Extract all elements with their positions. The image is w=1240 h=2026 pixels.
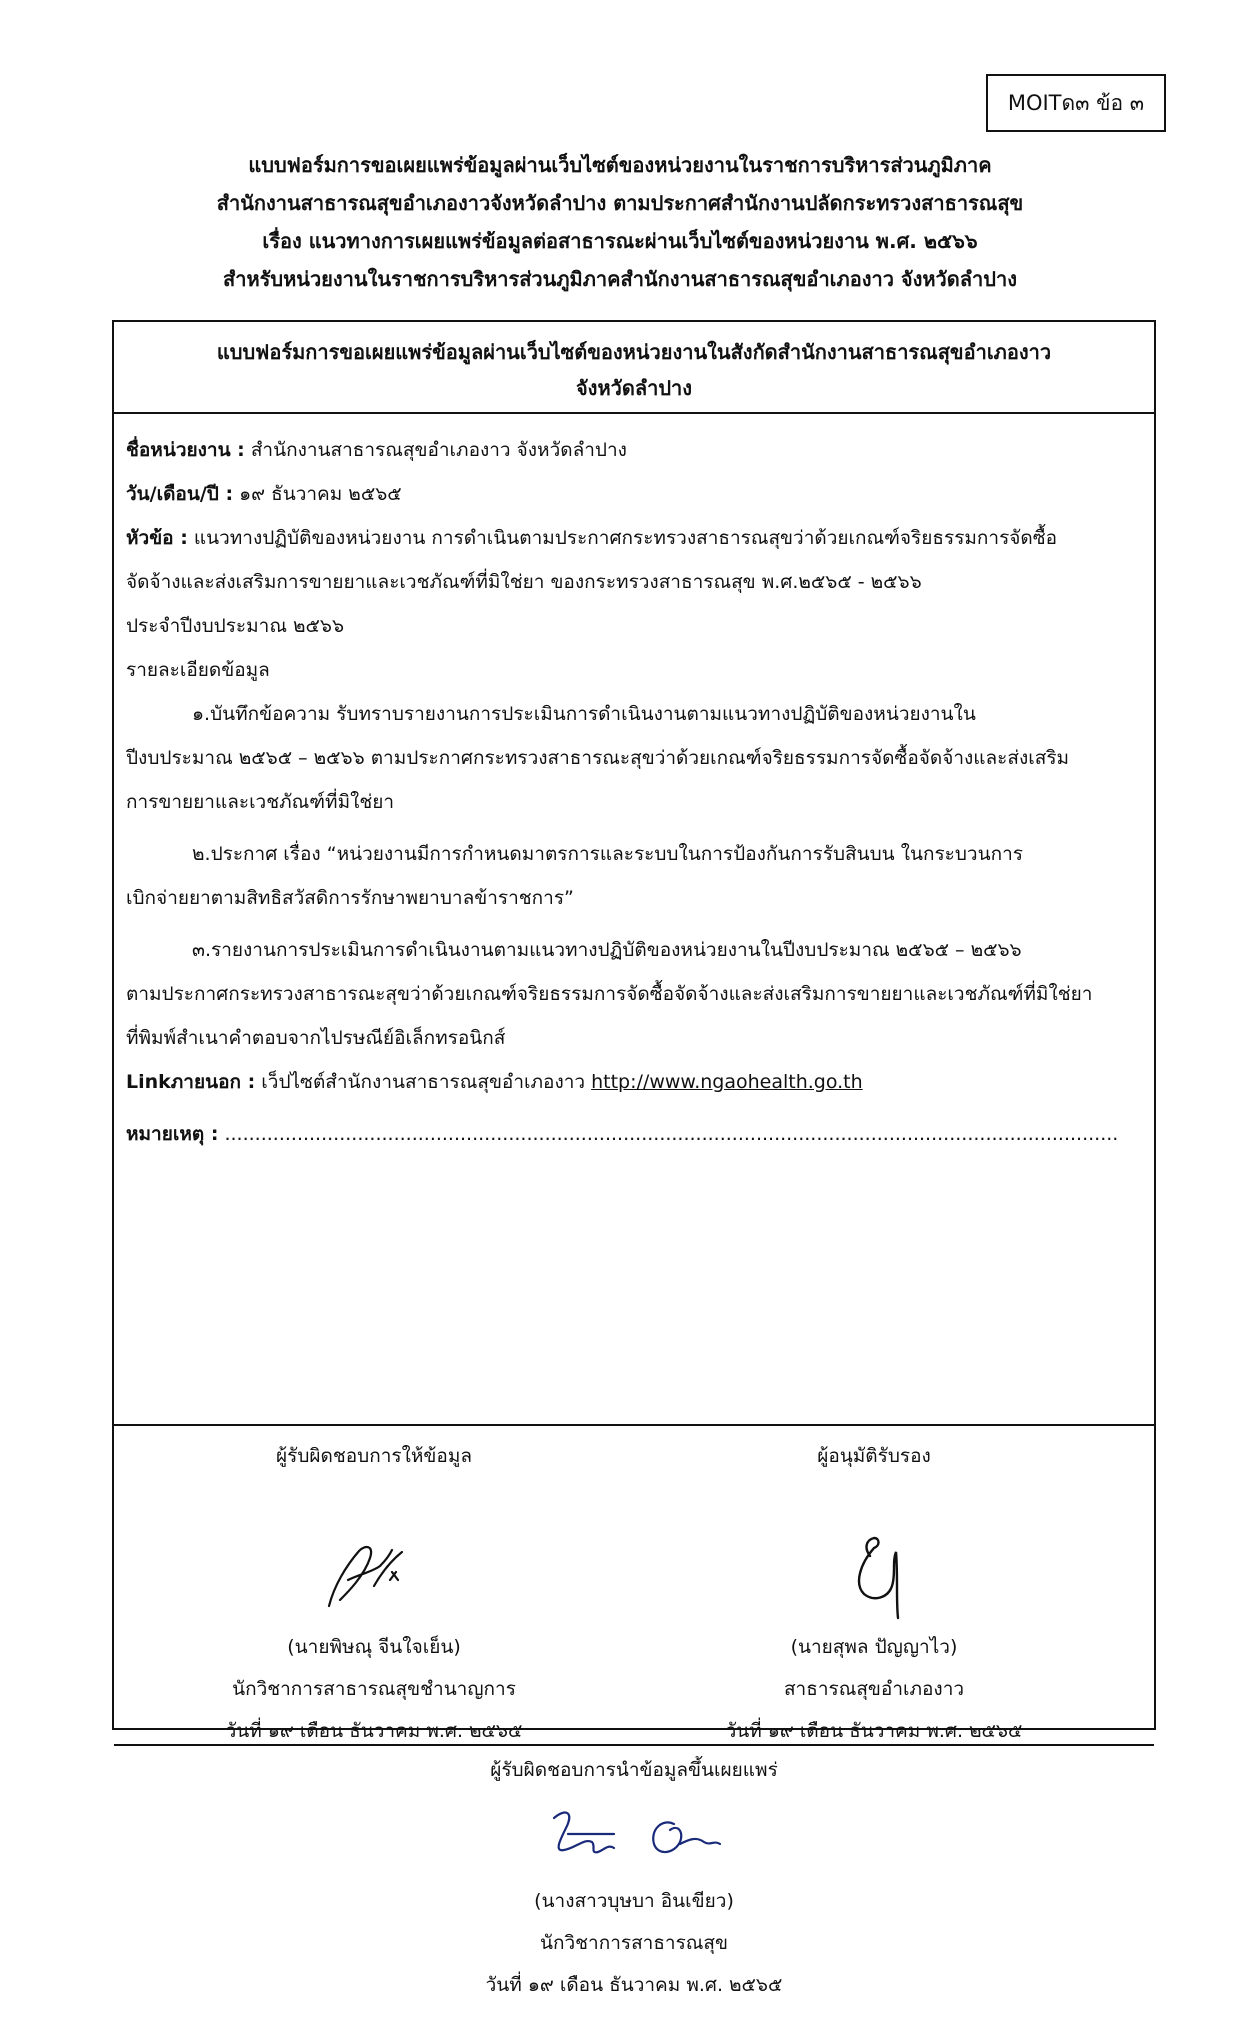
provider-position: นักวิชาการสาธารณสุขชำนาญการ <box>232 1678 516 1700</box>
header-line-4: สำหรับหน่วยงานในราชการบริหารส่วนภูมิภาคสำนักงานสาธารณสุขอำเภองาว จังหวัดลำปาง <box>223 267 1017 291</box>
publisher-signature <box>114 1790 1154 1880</box>
external-link-description: เว็ปไซต์สำนักงานสาธารณสุขอำเภองาว <box>261 1071 586 1093</box>
form-body-section <box>114 414 1154 1426</box>
external-link-row <box>126 1060 1142 1104</box>
item-3-line-3: ที่พิมพ์สำเนาคำตอบจากไปรษณีย์อิเล็กทรอนิกส์ <box>126 1027 506 1049</box>
topic-line-1: แนวทางปฏิบัติของหน่วยงาน การดำเนินตามประกาศกระทรวงสาธารณสุขว่าด้วยเกณฑ์จริยธรรมการจัดซื้อ <box>193 527 1058 549</box>
header-line-3: เรื่อง แนวทางการเผยแพร่ข้อมูลต่อสาธารณะผ่านเว็บไซต์ของหน่วยงาน พ.ศ. ๒๕๖๖ <box>262 229 978 253</box>
date-row <box>126 472 1142 516</box>
form-title-line-1: แบบฟอร์มการขอเผยแพร่ข้อมูลผ่านเว็บไซต์ของหน่วยงานในสังกัดสำนักงานสาธารณสุขอำเภองาว <box>216 340 1052 364</box>
item-1-line-1: ๑.บันทึกข้อความ รับทราบรายงานการประเมินการดำเนินงานตามแนวทางปฏิบัติของหน่วยงานใน <box>192 703 976 725</box>
provider-date: วันที่ ๑๙ เดือน ธันวาคม พ.ศ. ๒๕๖๕ <box>225 1720 523 1742</box>
approver-position: สาธารณสุขอำเภองาว <box>783 1678 965 1700</box>
unit-value: สำนักงานสาธารณสุขอำเภองาว จังหวัดลำปาง <box>250 439 627 461</box>
item-1-line-3: การขายยาและเวชภัณฑ์ที่มิใช่ยา <box>126 791 395 813</box>
approver-signature-block <box>634 1426 1114 1752</box>
date-value: ๑๙ ธันวาคม ๒๕๖๕ <box>239 483 402 505</box>
approver-date: วันที่ ๑๙ เดือน ธันวาคม พ.ศ. ๒๕๖๕ <box>725 1720 1023 1742</box>
topic-line-2: จัดจ้างและส่งเสริมการขายยาและเวชภัณฑ์ที่มิใช่ยา ของกระทรวงสาธารณสุข พ.ศ.๒๕๖๕ - ๒๕๖๖ <box>126 571 922 593</box>
signature-section <box>114 1426 1154 1746</box>
note-value: .................................................................................................................................................... <box>224 1123 1119 1145</box>
provider-role: ผู้รับผิดชอบการให้ข้อมูล <box>276 1445 472 1467</box>
provider-signature <box>134 1476 614 1626</box>
form-title-section <box>114 322 1154 414</box>
details-label: รายละเอียดข้อมูล <box>126 659 270 681</box>
header-line-1: แบบฟอร์มการขอเผยแพร่ข้อมูลผ่านเว็บไซต์ของหน่วยงานในราชการบริหารส่วนภูมิภาค <box>248 153 992 177</box>
unit-row <box>126 428 1142 472</box>
note-row <box>126 1112 1142 1156</box>
publication-form-table <box>112 320 1156 1996</box>
publisher-role: ผู้รับผิดชอบการนำข้อมูลขึ้นเผยแพร่ <box>490 1759 778 1781</box>
document-header <box>100 146 1140 298</box>
publisher-name: (นางสาวบุษบา อินเขียว) <box>534 1890 734 1912</box>
publisher-signature-section <box>114 1746 1154 2026</box>
approver-signature <box>634 1476 1114 1626</box>
item-1-line-2: ปีงบประมาณ ๒๕๖๕ – ๒๕๖๖ ตามประกาศกระทรวงสาธารณะสุขว่าด้วยเกณฑ์จริยธรรมการจัดซื้อจัดจ้างและส่งเสริม <box>126 747 1070 769</box>
form-title-line-2: จังหวัดลำปาง <box>575 376 693 400</box>
approver-role: ผู้อนุมัติรับรอง <box>817 1445 931 1467</box>
document-code: MOITด๓ ข้อ ๓ <box>1007 90 1145 115</box>
note-label: หมายเหตุ : <box>126 1123 219 1145</box>
approver-name: (นายสุพล ปัญญาไว) <box>790 1636 958 1658</box>
topic-row <box>126 516 1142 560</box>
date-label: วัน/เดือน/ปี : <box>126 483 234 505</box>
provider-signature-block <box>134 1426 614 1752</box>
topic-label: หัวข้อ : <box>126 527 188 549</box>
document-code-box <box>986 74 1166 132</box>
external-link-url[interactable]: http://www.ngaohealth.go.th <box>591 1071 863 1093</box>
publisher-date: วันที่ ๑๙ เดือน ธันวาคม พ.ศ. ๒๕๖๕ <box>485 1974 783 1996</box>
external-link-label: Linkภายนอก : <box>126 1071 256 1093</box>
topic-line-3: ประจำปีงบประมาณ ๒๕๖๖ <box>126 615 345 637</box>
header-line-2: สำนักงานสาธารณสุขอำเภองาวจังหวัดลำปาง ตามประกาศสำนักงานปลัดกระทรวงสาธารณสุข <box>216 191 1024 215</box>
unit-label: ชื่อหน่วยงาน : <box>126 439 245 461</box>
publisher-position: นักวิชาการสาธารณสุข <box>539 1932 729 1954</box>
item-3-line-2: ตามประกาศกระทรวงสาธารณะสุขว่าด้วยเกณฑ์จริยธรรมการจัดซื้อจัดจ้างและส่งเสริมการขายยาและเวชภัณฑ์ที่มิใช่ยา <box>126 983 1093 1005</box>
item-2-line-2: เบิกจ่ายยาตามสิทธิสวัสดิการรักษาพยาบาลข้าราชการ” <box>126 887 574 909</box>
item-3-line-1: ๓.รายงานการประเมินการดำเนินงานตามแนวทางปฏิบัติของหน่วยงานในปีงบประมาณ ๒๕๖๕ – ๒๕๖๖ <box>192 939 1022 961</box>
item-2-line-1: ๒.ประกาศ เรื่อง “หน่วยงานมีการกำหนดมาตรการและระบบในการป้องกันการรับสินบน ในกระบวนการ <box>192 843 1023 865</box>
provider-name: (นายพิษณุ จีนใจเย็น) <box>287 1636 461 1658</box>
